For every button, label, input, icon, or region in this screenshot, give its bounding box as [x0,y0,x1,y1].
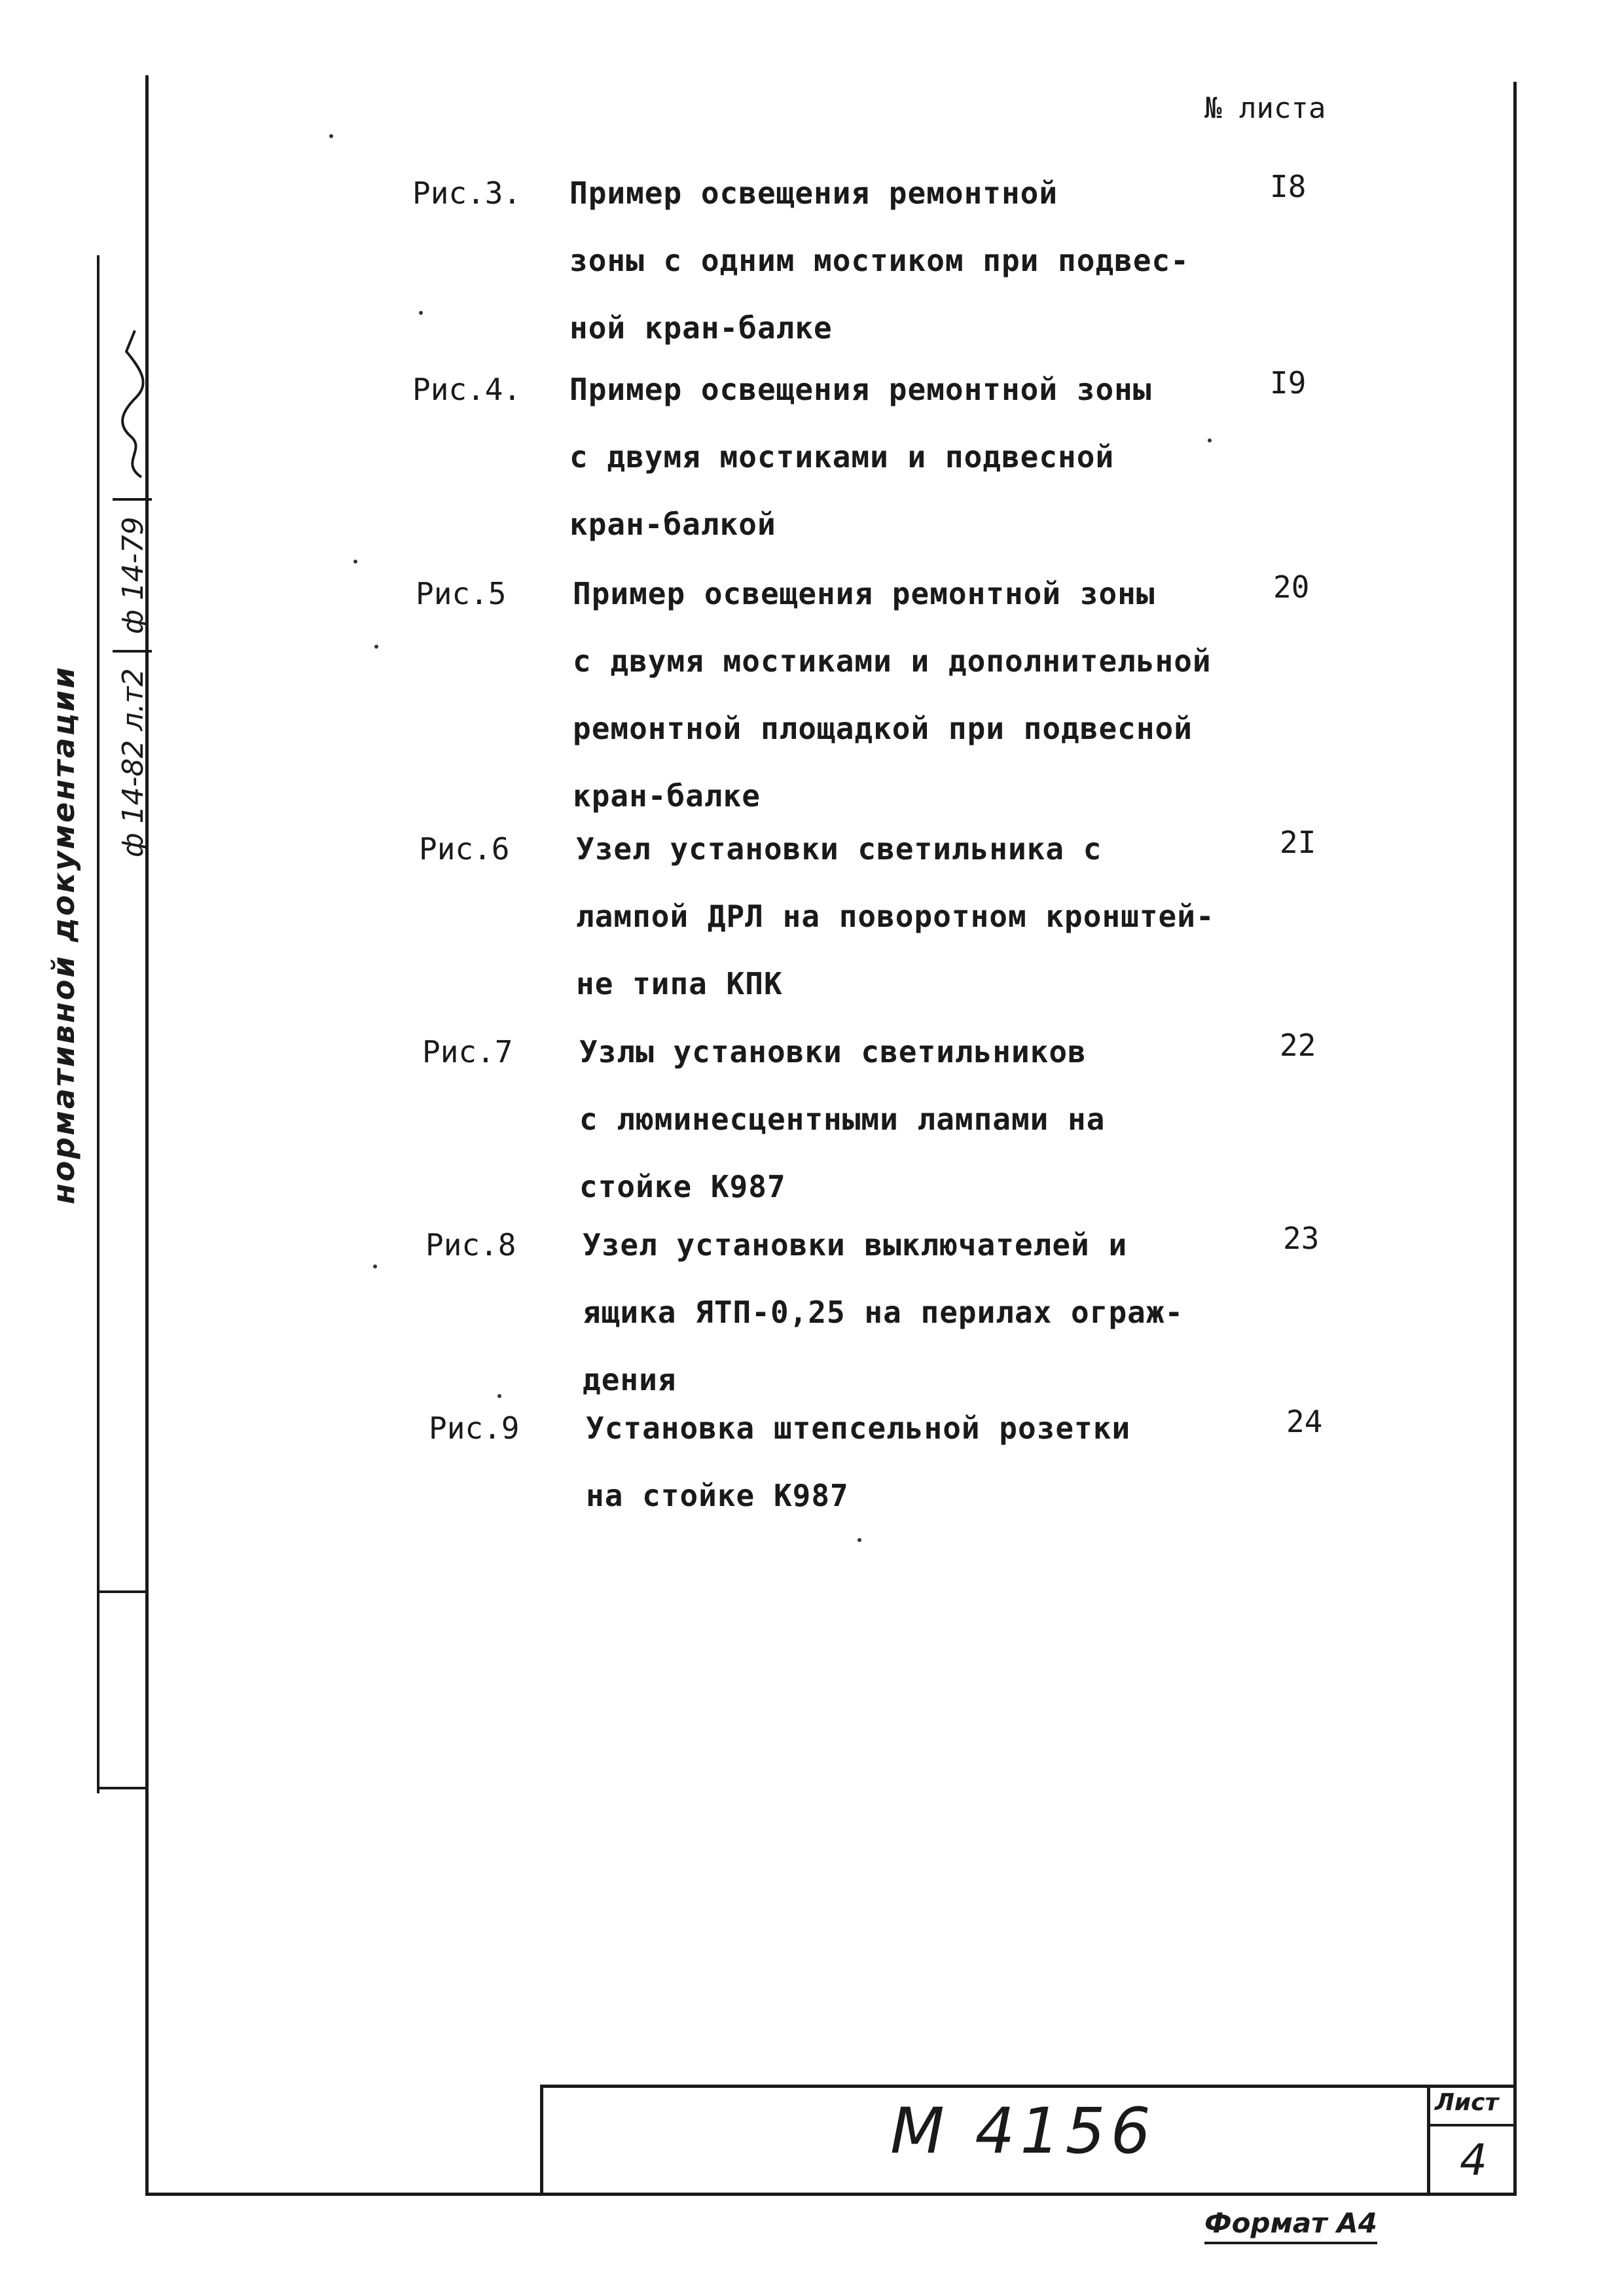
figure-label: Рис.6 [419,831,510,867]
sheet-number-cell: 23 [1283,1221,1320,1256]
sheet-number-cell: 22 [1280,1028,1316,1063]
figure-label: Рис.7 [422,1034,513,1069]
sheet-number-cell: I9 [1270,365,1307,401]
scan-speck [857,1538,861,1542]
figure-title-line: Пример освещения ремонтной зоны [573,576,1155,611]
signature-icon [117,325,149,482]
figure-title-line: с люминесцентными лампами на [579,1102,1106,1137]
figure-title-line: кран-балке [573,778,761,814]
figure-title-line: Узел установки светильника с [576,831,1102,867]
title-block-border [540,2085,1517,2088]
title-block-border [1427,2085,1430,2196]
side-strip-separator [113,498,152,501]
binding-strip-divider [97,1590,145,1593]
figure-label: Рис.4. [412,372,522,407]
figure-title-line: стойке К987 [579,1169,786,1204]
figure-label: Рис.5 [416,576,507,611]
scan-speck [374,645,378,649]
binding-strip-line [97,255,99,1793]
sheet-column-header: № листа [1204,92,1326,125]
scan-speck [353,560,357,564]
figure-title-line: Узел установки выключателей и [583,1227,1128,1263]
sheet-label: Лист [1435,2089,1499,2116]
side-strip-separator [113,650,152,653]
figure-title-line: ящика ЯТП-0,25 на перилах ограж- [583,1295,1184,1330]
title-block-border [1427,2124,1517,2126]
figure-title-line: ремонтной площадкой при подвесной [573,711,1193,746]
side-strip-code: ф 14-79 [117,516,150,634]
figure-label: Рис.8 [425,1227,516,1263]
frame-right-border [1513,82,1517,2196]
side-strip-codes [117,268,156,857]
figure-title-line: не типа КПК [576,966,783,1001]
figure-title-line: ной кран-балке [569,310,833,346]
paper-format-label: Формат А4 [1204,2207,1377,2244]
frame-bottom-border [145,2193,1517,2196]
figure-label: Рис.3. [412,175,522,211]
scan-speck [419,311,423,315]
figure-title-line: Установка штепсельной розетки [586,1410,1131,1446]
figure-title-line: Пример освещения ремонтной зоны [569,372,1152,407]
figure-title-line: с двумя мостиками и подвесной [569,439,1115,475]
figure-title-line: лампой ДРЛ на поворотном кронштей- [576,899,1215,934]
sheet-number: 4 [1460,2135,1487,2185]
side-strip-code: ф 14-82 л.т2 [117,668,150,857]
figure-title-line: на стойке К987 [586,1478,849,1513]
sheet-number-cell: I8 [1270,169,1307,204]
side-strip-text: нормативной документации [46,665,81,1204]
scan-speck [497,1394,501,1398]
scan-speck [329,134,333,138]
figure-title-line: кран-балкой [569,507,776,542]
figure-title-line: зоны с одним мостиком при подвес- [569,243,1189,278]
figure-title-line: Пример освещения ремонтной [569,175,1058,211]
figure-label: Рис.9 [429,1410,520,1446]
figure-title-line: Узлы установки светильников [579,1034,1087,1069]
sheet-number-cell: 2I [1280,825,1316,860]
sheet-number-cell: 24 [1286,1404,1323,1439]
figure-title-line: с двумя мостиками и дополнительной [573,643,1212,679]
document-code: М 4156 [890,2094,1156,2168]
scan-speck [1208,439,1212,442]
binding-strip-divider [97,1787,145,1789]
title-block-border [540,2085,543,2196]
figure-title-line: дения [583,1362,677,1397]
scan-speck [373,1265,377,1268]
sheet-number-cell: 20 [1273,569,1310,605]
